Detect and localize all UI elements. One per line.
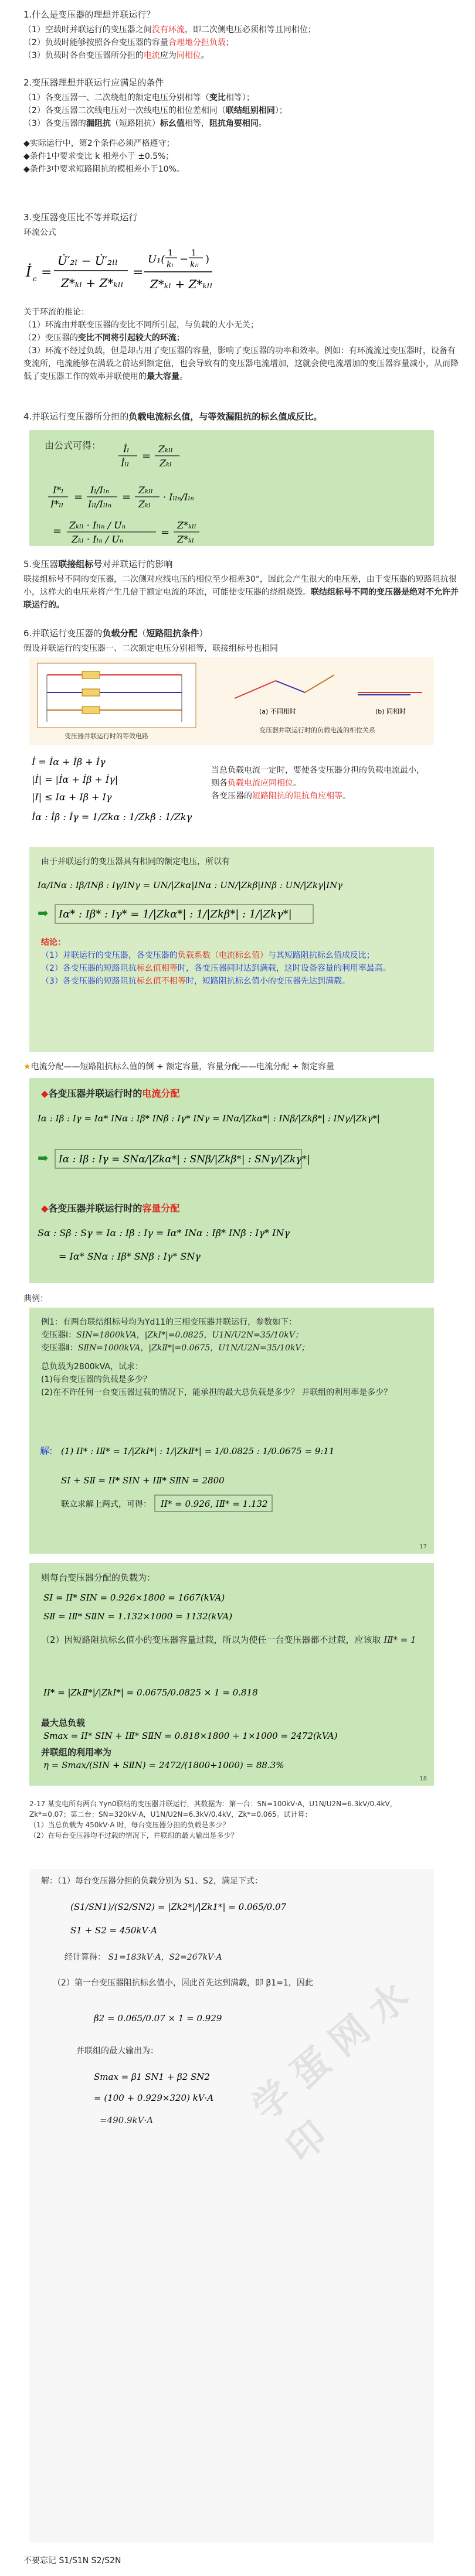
slide2-c2: （2）各变压器的短路阻抗标幺值相等时，各变压器同时达到满载，这时设备容量的利用率最高。 [41,964,391,973]
s2-note-1: ◆实际运行中，第2个条件必须严格遵守； [23,139,175,148]
slide2-equations [35,871,428,935]
slide2-conclusions [41,936,422,988]
svg-text:Iα/INα : Iβ/INβ : Iγ/INγ = UN/: Iα/INα : Iβ/INβ : Iγ/INγ = UN/|Zkα|INα : UN/|Zkβ|INβ : UN/|Zkγ|INγ [38,880,343,890]
section-3-title: 3.变压器变压比不等并联运行 [23,212,138,223]
phasor-caption: 变压器并联运行时的负载电流的相位关系 [259,726,375,734]
section-3-sub: 环流公式 [23,228,56,237]
example-q1: (1)每台变压器的负载是多少？ [41,1375,151,1384]
prob-a2: 经计算得： S1=183kV·A，S2=267kV·A [65,1953,222,1962]
svg-text:Zₖₗ: Zₖₗ [160,458,172,469]
svg-text:Z*ₖₗₗ: Z*ₖₗₗ [177,520,196,531]
svg-text:= (100 + 0.929×320) kV·A: = (100 + 0.929×320) kV·A [94,2093,214,2103]
section-1-title: 1.什么是变压器的理想并联运行？ [23,9,155,20]
svg-text:|İ| = |İα + İβ + İγ|: |İ| = |İα + İβ + İγ| [32,774,118,785]
svg-text:İα : İβ : İγ = 1/Zkα : 1/Zkβ :: İα : İβ : İγ = 1/Zkα : 1/Zkβ : 1/Zkγ [32,811,192,823]
svg-text:=: = [74,491,83,503]
s7-h1: ◆各变压器并联运行时的电流分配 [41,1088,180,1099]
example-b1: 则每台变压器分配的负载为： [41,1572,156,1583]
svg-text:Zₖₗ · Iₗₙ / Uₙ: Zₖₗ · Iₗₙ / Uₙ [72,534,124,545]
example-slide-1 [29,1308,434,1554]
circuit-caption: 变压器并联运行时的等效电路 [65,732,148,740]
slide2-concl-title: 结论： [41,938,66,947]
s2-item-2: （2）各变压器二次线电压对一次线电压的相位差相同（联结组别相同）； [23,106,287,115]
svg-text:Zₖₗₗ: Zₖₗₗ [138,485,153,496]
svg-text:S1 + S2 = 450kV·A: S1 + S2 = 450kV·A [70,1925,158,1936]
phasor-b-label: (b) 同相时 [375,708,406,715]
svg-text:SⅠ = IⅠ* SⅠN = 0.926×1800 = 16: SⅠ = IⅠ* SⅠN = 0.926×1800 = 1667(kVA) [43,1592,225,1603]
svg-text:İₗₗ: İₗₗ [121,458,130,469]
problem-solution [29,1869,434,2543]
phasor-a-label: (a) 不同相时 [259,708,296,715]
prob-a4: 并联组的最大输出为： [76,2046,158,2056]
example-q2: (2)在不许任何一台变压器过载的情况下，能承担的最大总负载是多少？ 并联组的利用率是多少？ [41,1388,392,1397]
svg-text:Z*ₖₗ + Z*ₖₗₗ: Z*ₖₗ + Z*ₖₗₗ [150,277,213,291]
prob-a1: 解：（1）每台变压器分担的负载分别为 S1、S2，满足下式： [41,1876,263,1886]
svg-text:=: = [161,526,170,538]
svg-text:U̇′₂ₗ − U̇′₂ₗₗ: U̇′₂ₗ − U̇′₂ₗₗ [57,254,118,268]
watermark: 学 蛋 网 水 印 [244,1974,418,2171]
svg-text:1: 1 [168,248,173,258]
prob-a5: =490.9kV·A [100,2115,154,2125]
svg-text:IⅠ* = |ZkⅡ*|/|ZkⅠ*| = 0.0675/0: IⅠ* = |ZkⅡ*|/|ZkⅠ*| = 0.0675/0.0825 × 1 = 0.818 [43,1687,258,1698]
s3-item-1: （1）环流由并联变压器的变比不同所引起，与负载的大小无关； [23,320,259,330]
capacity-distribution-eqs [35,1219,428,1277]
s1-item-2: （2）负载时能够按照各台变压器的容量合理地分担负载； [23,38,234,47]
example-p1: 例1：有两台联结组标号均为Yd11的三相变压器并联运行，参数如下： [41,1318,297,1327]
svg-text:İ: İ [26,264,32,280]
svg-text:I*ₗ: I*ₗ [53,485,64,496]
section-5 [23,558,463,612]
s3-item-2: （2）变压器的变比不同将引起较大的环流； [23,333,185,343]
s4-lead: 由公式可得： [45,440,101,451]
prob-equations-2 [88,2004,323,2039]
section-6-title: 6.并联运行变压器的负载分配（短路阻抗条件） [23,628,208,639]
s6-p1: 当总负载电流一定时，要使各变压器分担的负载电流最小，则各负载电流应同相位。 [211,766,425,788]
svg-text:Z*ₖₗ + Z*ₖₗₗ: Z*ₖₗ + Z*ₖₗₗ [61,276,124,290]
svg-text:−: − [179,253,189,265]
example-slide-2 [29,1563,434,1786]
svg-text:IⅠ* = 0.926, IⅡ* = 1.132: IⅠ* = 0.926, IⅡ* = 1.132 [161,1499,268,1509]
example-load: 总负载为2800kVA，试求： [41,1362,143,1371]
circulating-current-formula [23,243,270,301]
svg-text:解:: 解: [40,1445,53,1456]
svg-text:Zₖₗₗ: Zₖₗₗ [158,443,173,455]
svg-text:Iₗₗ/Iₗₗₙ: Iₗₗ/Iₗₗₙ [88,499,112,510]
s6-sub: 假设并联运行的变压器一、二次额定电压分别相等，联接组标号也相同 [23,644,278,653]
section-1 [23,8,463,62]
example-b3: 最大总负载 [41,1718,86,1728]
svg-text:Zₖₗₗ · Iₗₗₙ / Uₙ: Zₖₗₗ · Iₗₗₙ / Uₙ [69,520,126,531]
svg-text:Iα : Iβ : Iγ = Iα* INα : Iβ* I: Iα : Iβ : Iγ = Iα* INα : Iβ* INβ : Iγ* INγ = INα/|Zkα*| : INβ/|Zkβ*| : INγ/|Zkγ*| [38,1113,380,1124]
example-a1: 联立求解上两式，可得： [61,1500,151,1509]
svg-text:➡: ➡ [38,1151,49,1166]
svg-text:Smax = IⅠ* SⅠN + IⅡ* SⅡN = 0.8: Smax = IⅠ* SⅠN + IⅡ* SⅡN = 0.818×1800 + 1×1000 = 2472(kVA) [43,1731,338,1741]
svg-text:SⅠ + SⅡ = IⅠ* SⅠN + IⅡ* SⅡN =: SⅠ + SⅡ = IⅠ* SⅠN + IⅡ* SⅡN = 2800 [61,1475,225,1486]
s6-current-equations [29,752,205,840]
svg-text:|I| ≤ Iα + Iβ + Iγ: |I| ≤ Iα + Iβ + Iγ [32,791,112,803]
svg-text:= Iα* SNα : Iβ* SNβ : Iγ* SNγ: = Iα* SNα : Iβ* SNβ : Iγ* SNγ [59,1251,201,1262]
svg-text:SⅡ = IⅡ* SⅡN = 1.132×1000 = 11: SⅡ = IⅡ* SⅡN = 1.132×1000 = 1132(kVA) [43,1611,233,1622]
page-number-17: 17 [419,1544,427,1550]
svg-text:Smax = β1 SN1 + β2 SN2: Smax = β1 SN1 + β2 SN2 [94,2072,210,2082]
section-7 [23,1060,463,1073]
svg-text:Iα : Iβ : Iγ = SNα/|Zkα*| : SN: Iα : Iβ : Iγ = SNα/|Zkα*| : SNβ/|Zkβ*| : SNγ/|Zkγ*| [59,1154,310,1165]
s7-caption: ★电流分配——短路阻抗标么值的倒 + 额定容量，容量分配——电流分配 + 额定容量 [23,1062,334,1072]
section-2-title: 2.变压器理想并联运行应满足的条件 [23,77,164,88]
svg-text:Zₖₗ: Zₖₗ [138,499,151,510]
section-4 [23,410,463,425]
problem-2-17 [29,1799,434,1863]
example-b4: 并联组的利用率为 [41,1747,112,1758]
section-4-title: 4.并联运行变压器所分担的负载电流标幺值，与等效漏阻抗的标幺值成反比。 [23,411,323,422]
section-3-conclusions [23,306,463,383]
s1-item-3: （3）负载时各台变压器所分担的电流应为同相位。 [23,51,209,60]
slide2-c3: （3）各变压器的短路阻抗标幺值不相等时，短路阻抗标幺值小的变压器先达到满载。 [41,977,350,986]
prob-a3: （2）第一台变压器阻抗标幺值小，因此首先达到满载，即 β1=1，因此 [53,1978,313,1988]
svg-text:(1) IⅠ* : IⅡ* = 1/|ZkⅠ*| : 1/: (1) IⅠ* : IⅡ* = 1/|ZkⅠ*| : 1/|ZkⅡ*| = 1/0.0825 : 1/0.0675 = 9:11 [61,1446,335,1456]
svg-text:=: = [122,491,131,503]
svg-text:İₗ: İₗ [123,443,130,455]
svg-text:Iα* : Iβ* : Iγ* = 1/|Zkα*| : 1: Iα* : Iβ* : Iγ* = 1/|Zkα*| : 1/|Zkβ*| : 1/|Zkγ*| [59,908,292,920]
example-text [41,1316,422,1399]
example-t2: 变压器Ⅱ：SⅡN=1000kVA，|ZkⅡ*|=0.0675，U1N/U2N=35/10kV； [41,1343,310,1353]
example-label [23,1292,463,1305]
example-t1: 变压器Ⅰ：SⅠN=1800kVA，|ZkⅠ*|=0.0825，U1N/U2N=35/10kV； [41,1330,303,1340]
svg-text:kₗ: kₗ [167,260,174,269]
s6-p2: 各变压器的短路阻抗的阻抗角应相等。 [211,791,351,801]
svg-text:Iₗ/Iₗₙ: Iₗ/Iₗₙ [90,485,110,496]
section-3 [23,211,463,239]
footer-note [23,2554,463,2567]
s3-item-3: （3）环流不经过负载，但是却占用了变压器的容量，影响了变压器的功率和效率。例如：有环流流过变压器时，设备有变流所，电流能够在满载之前达到额定值，也会导致有的变压器电流增加，这就会使电流增加的变压器容量减小，从而降低了变压器工作的效率并联使用的最大容量。 [23,346,459,381]
section-5-title: 5.变压器联接组标号对并联运行的影响 [23,559,173,569]
s2-item-1: （1）各变压器一、二次绕组的额定电压分别相等（变比相等）； [23,93,255,103]
svg-text:=: = [133,265,144,280]
s6-current-eqs [29,752,434,840]
s2-item-3: （3）各变压器的漏阻抗（短路阻抗）标幺值相等，阻抗角要相同。 [23,119,267,128]
footer-text: 不要忘记 S1/S1N S2/S2N [23,2556,121,2565]
svg-text:=: = [53,525,62,537]
s7-h2: ◆各变压器并联运行时的容量分配 [41,1203,180,1214]
svg-text:İ = İα + İβ + İγ: İ = İα + İβ + İγ [32,756,106,767]
problem-text: 2-17 某变电所有两台 Yyn0联结的变压器并联运行，其数据为：第一台：SN=100kV·A，U1N/U2N=6.3kV/0.4kV，Zk*=0.07；第二台：SN=320kV·A，U1N/U2N=6.3kV/0.4kV，Zk*=0.065。试计算： （1）当总负载为 450kV·A 时，每台变压器分担的负载是多少？ （2）在每台变压器均不过载的情况下，并联组的最大输出是多少？ [29,1800,397,1840]
section-4-slide [29,430,434,546]
svg-text:=: = [142,450,151,462]
s6-figure [29,657,434,745]
svg-text:c: c [33,275,37,283]
s2-note-2: ◆条件1中要求变比 k 相差小于 ±0.5%； [23,152,174,161]
slide2-c1: （1）并联运行的变压器，各变压器的负载系数（电流标幺值）与其短路阻抗标幺值成反比； [41,951,375,960]
s4-equations [41,435,428,546]
equivalent-circuit-diagram [29,657,434,745]
current-distribution-eqs [35,1104,428,1192]
svg-text:=: = [41,265,52,280]
svg-text:(S1/SN1)/(S2/SN2) = |Zk2*|/|Zk: (S1/SN1)/(S2/SN2) = |Zk2*|/|Zk1*| = 0.065/0.07 [70,1902,287,1912]
svg-text:U₁(: U₁( [148,253,165,265]
svg-text:I*ₗₗ: I*ₗₗ [50,499,64,510]
example-label-text: 典例： [23,1294,48,1304]
svg-text:Z*ₖₗ: Z*ₖₗ [177,534,194,545]
page-number-18: 18 [419,1776,427,1782]
conclusion-slide [29,847,434,1052]
example-solution-1 [38,1437,425,1548]
svg-text:1: 1 [191,248,196,258]
svg-text:· Iₗₗₙ/Iₗₙ: · Iₗₗₙ/Iₗₙ [163,492,194,503]
svg-text:η = Smax/(SⅠN + SⅡN) = 2472/(1: η = Smax/(SⅠN + SⅡN) = 2472/(1800+1000) = 88.3% [43,1760,284,1770]
svg-text:Sα : Sβ : Sγ = Iα : Iβ : Iγ =: Sα : Sβ : Sγ = Iα : Iβ : Iγ = Iα* INα : Iβ* INβ : Iγ* INγ [38,1227,290,1238]
s5-text: 联接组标号不同的变压器，二次侧对应线电压的相位至少相差30°，因此会产生很大的电压差，由于变压器的短路阻抗很小，这样大的电压差将产生几倍于额定电流的环流，可能使变压器的绕组烧毁。联结组标号不同的变压器是绝对不允许并联运行的。 [23,575,459,610]
slide2-lead: 由于并联运行的变压器具有相同的额定电压，所以有 [41,857,230,866]
example-b2: （2）因短路阻抗标幺值小的变压器容量过载，所以为使任一台变压器都不过载，应该取 IⅡ* = 1 [41,1635,416,1645]
s1-item-1: （1）空载时并联运行的变压器之间没有环流，即二次侧电压必须相等且同相位； [23,25,316,35]
svg-text:β2 = 0.065/0.07 × 1 = 0.929: β2 = 0.065/0.07 × 1 = 0.929 [94,2013,222,2024]
s6-explain [211,764,428,803]
section-6 [23,627,463,655]
svg-text:): ) [205,253,210,265]
svg-text:➡: ➡ [38,906,49,921]
svg-text:kₗₗ: kₗₗ [190,260,199,269]
distribution-slide [29,1078,434,1283]
section-2 [23,76,463,176]
s3-concl-title: 关于环流的推论： [23,308,89,317]
s2-note-3: ◆条件3中要求短路阻抗的模相差小于10%。 [23,165,185,174]
